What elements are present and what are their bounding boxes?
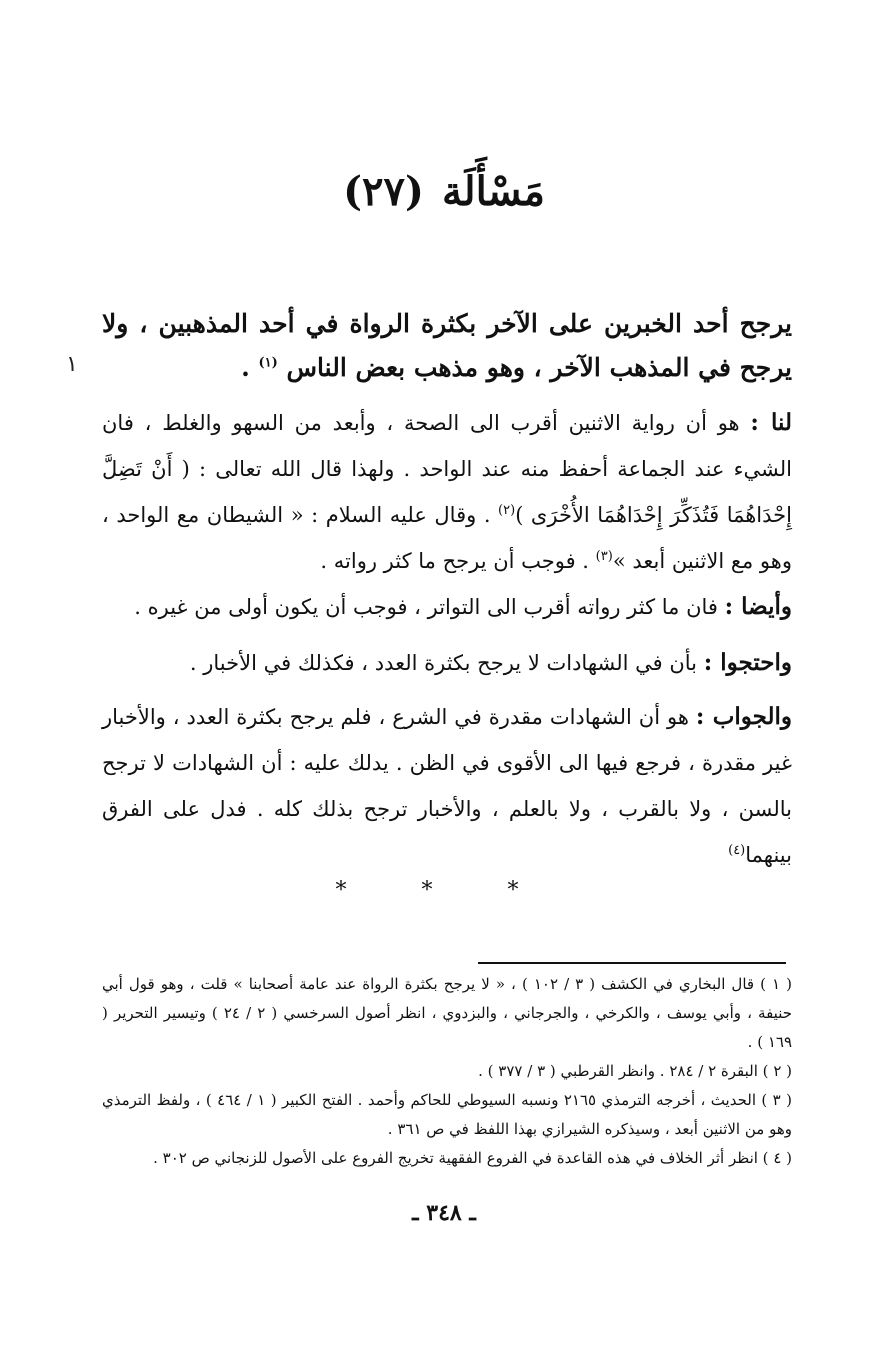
footnote-3: ( ٣ ) الحديث ، أخرجه الترمذي ٢١٦٥ ونسبه السيوطي للحاكم وأحمد . الفتح الكبير ( ١ / ٤٦٤ ) ، ولفظ الترمذي وهو من الاثنين أبعد ، وسيذكره الشيرازي بهذا اللفظ في ص ٣٦١ . [102,1091,792,1138]
footnote-4: ( ٤ ) انظر أثر الخلاف في هذه القاعدة في الفروع الفقهية تخريج الفروع على الأصول للزنجاني ص ٣٠٢ . [153,1149,792,1167]
heading-number: (٢٧) [343,168,424,215]
paragraph-text: هو أن رواية الاثنين أقرب الى الصحة ، وأبعد من السهو والغلط ، فان الشيء عند الجماعة أحفظ منه عند الواحد . ولهذا قال الله تعالى : ( أَنْ تَضِلَّ إِحْدَاهُمَا فَتُذَكِّرَ إِحْدَاهُمَا الأُخْرَى ) [102,411,792,527]
footnote-separator [478,962,786,964]
paragraph-objection [102,640,792,686]
thesis-statement [102,302,792,390]
paragraph-also [102,584,792,630]
footnote-ref-2: (٢) [498,503,516,518]
paragraph-lead: واحتجوا : [703,649,792,676]
paragraph-lead: والجواب : [695,703,792,730]
page-number: ـ ٣٤٨ ـ [412,1200,476,1226]
footnote-2: ( ٢ ) البقرة ٢ / ٢٨٤ . وانظر القرطبي ( ٣ / ٣٧٧ ) . [478,1062,792,1080]
footnote-1: ( ١ ) قال البخاري في الكشف ( ٣ / ١٠٢ ) ، « لا يرجح بكثرة الرواة عند عامة أصحابنا » قلت ، وهو قول أبي حنيفة ، وأبي يوسف ، والكرخي ، والجرجاني ، والبزدوي ، انظر أصول السرخسي ( ٢ / ٢٤ ) وتيسير التحرير ( ١٦٩ ) . [102,975,792,1051]
paragraph-text: هو أن الشهادات مقدرة في الشرع ، فلم يرجح بكثرة العدد ، والأخبار غير مقدرة ، فرجع فيها الى الأقوى في الظن . يدلك عليه : أن الشهادات لا ترجح بالسن ، ولا بالقرب ، ولا بالعلم ، والأخبار ترجح بذلك كله . فدل على الفرق بينهما [102,705,792,867]
footnote-ref-4: (٤) [728,843,746,858]
paragraph-lead: لنا : [750,409,792,436]
footnotes [102,970,792,1173]
paragraph-answer [102,694,792,878]
section-heading [0,168,888,215]
thesis-text: يرجح أحد الخبرين على الآخر بكثرة الرواة في أحد المذهبين ، ولا يرجح في المذهب الآخر ، وهو مذهب بعض الناس [102,309,792,382]
footnote-ref-1: (١) [258,355,278,371]
thesis-end: . [241,353,259,382]
footnote-ref-3: (٣) [595,549,613,564]
section-divider-stars: * * * [335,878,553,903]
paragraph-text: . وقال عليه السلام : « الشيطان مع الواحد ، وهو مع الاثنين أبعد » [102,503,792,573]
paragraph-text: فان ما كثر رواته أقرب الى التواتر ، فوجب أن يكون أولى من غيره . [134,595,725,619]
margin-mark: ١ [66,352,78,377]
paragraph-lead: وأيضا : [724,593,792,620]
heading-word: مَسْأَلَة [441,168,545,215]
paragraph-text: . فوجب أن يرجح ما كثر رواته . [320,549,596,573]
paragraph-text: بأن في الشهادات لا يرجح بكثرة العدد ، فكذلك في الأخبار . [189,651,704,675]
paragraph-argument [102,400,792,584]
